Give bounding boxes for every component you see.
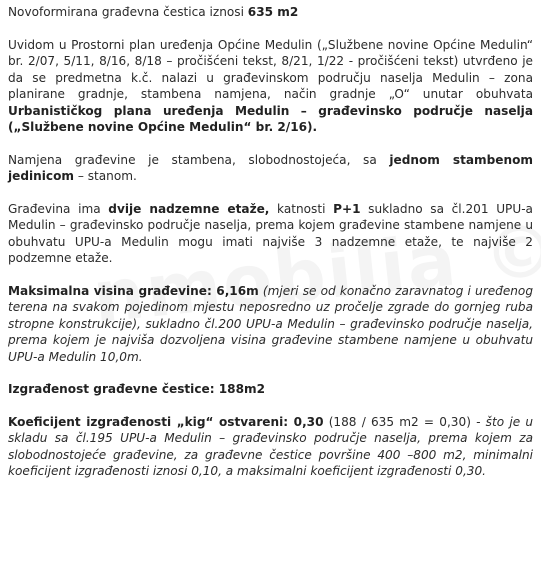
paragraph-built-area <box>8 381 533 398</box>
paragraph-building-purpose <box>8 152 533 185</box>
plot-size-text: Novoformirana građevna čestica iznosi <box>8 5 248 19</box>
floors-text-1: Građevina ima <box>8 201 109 216</box>
paragraph-coefficient <box>8 414 533 480</box>
plot-size-value: 635 m2 <box>247 5 299 19</box>
spatial-plan-text: Uvidom u Prostorni plan uređenja Općine Medulin („Službene novine Općine Medulin“ br. 2/07, 5/11, 8/16, 8/18 – pročišćeni tekst, 8/21, 1/22 - pročišćeni tekst) utvrđeno je da se predmetna k.č. nalazi u građevinskom području naselja Medulin – zona planirane gradnje, stambena namjena, način gradnje „O“ unutar obuhvata <box>8 37 533 101</box>
purpose-suffix: – stanom. <box>73 169 137 183</box>
purpose-units: jednom stambenom jedinicom <box>8 152 533 183</box>
coefficient-note: - što je u skladu sa čl.195 UPU-a Medulin – građevinsko područje naselja, prema kojem za slobodnostojeće građevine, za građevne čestice površine 400 –800 m2, minimalni koeficijent izgrađenosti iznosi 0,10, a maksimalni koeficijent izgrađenosti 0,30. <box>8 414 533 478</box>
paragraph-plot-size <box>8 4 533 21</box>
coefficient-value: Koeficijent izgrađenosti „kig“ ostvareni: 0,30 <box>8 414 324 429</box>
floors-text-2: katnosti <box>269 201 334 216</box>
max-height-value: Maksimalna visina građevine: 6,16m <box>8 283 259 298</box>
purpose-text: Namjena građevine je stambena, slobodnostojeća, sa <box>8 152 390 167</box>
paragraph-max-height <box>8 283 533 366</box>
document-body <box>8 4 533 480</box>
built-area-value: Izgrađenost građevne čestice: 188m2 <box>8 382 266 396</box>
paragraph-floors <box>8 201 533 267</box>
coefficient-calc: (188 / 635 m2 = 0,30) <box>323 414 471 429</box>
floors-text-3: sukladno sa čl.201 UPU-a Medulin – građevinsko područje naselja, prema kojem građevine stambene namjene u obuhvatu UPU-a Medulin mogu imati najviše 3 nadzemne etaže, te najviše 2 podzemne etaže. <box>8 201 533 265</box>
floors-storeys: P+1 <box>333 201 361 216</box>
spatial-plan-reference: Urbanističkog plana uređenja Medulin – građevinsko područje naselja („Službene novine Općine Medulin“ br. 2/16). <box>8 103 533 134</box>
paragraph-spatial-plan <box>8 37 533 136</box>
max-height-note: (mjeri se od konačno zaravnatog i uređenog terena na svakom pojedinom mjestu neposredno uz pročelje zgrade do gornjeg ruba stropne konstrukcije), sukladno čl.200 UPU-a Medulin – građevinsko područje naselja, prema kojem je najviša dozvoljena visina građevine stambene namjene u obuhvatu UPU-a Medulin 10,0m. <box>8 283 533 364</box>
floors-count: dvije nadzemne etaže, <box>108 201 270 216</box>
